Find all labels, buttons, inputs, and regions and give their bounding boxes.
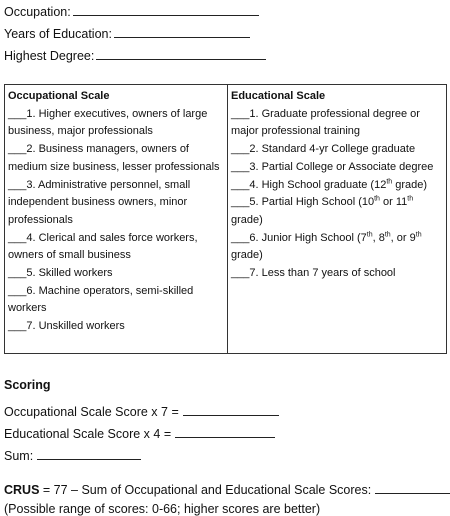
educational-item-4-end: grade): [392, 178, 428, 191]
occupational-scale-title: Occupational Scale: [8, 90, 110, 102]
scale-table: [4, 84, 447, 354]
sum-row: [4, 446, 141, 463]
sum-blank[interactable]: [37, 446, 141, 460]
occupational-scale-column: [8, 88, 224, 336]
years-education-label: Years of Education:: [4, 27, 112, 41]
educational-item-1: ___1. Graduate professional degree or major professional training: [231, 107, 420, 138]
occupational-item-2: ___2. Business managers, owners of medium size business, lesser professionals: [8, 143, 220, 173]
occupational-score-label: Occupational Scale Score x 7 =: [4, 405, 179, 419]
ordinal-suffix: th: [386, 177, 393, 185]
educational-item-2: ___2. Standard 4-yr College graduate: [231, 143, 416, 156]
years-education-field-row: [4, 24, 250, 41]
occupational-item-4: ___4. Clerical and sales force workers, owners of small business: [8, 231, 198, 262]
educational-item-5: [231, 194, 445, 229]
educational-score-blank[interactable]: [175, 424, 275, 438]
educational-item-6: [231, 230, 445, 265]
crus-label: CRUS: [4, 483, 40, 497]
ordinal-suffix: th: [374, 195, 380, 203]
educational-item-5-text: ___5. Partial High School (10: [231, 196, 375, 209]
educational-score-label: Educational Scale Score x 4 =: [4, 427, 172, 441]
educational-item-7: ___7. Less than 7 years of school: [231, 267, 396, 280]
educational-item-3: ___3. Partial College or Associate degree: [231, 160, 434, 173]
educational-item-6-text: ___6. Junior High School (7: [231, 231, 367, 244]
highest-degree-blank[interactable]: [96, 46, 266, 60]
occupation-label: Occupation:: [4, 5, 71, 19]
years-education-blank[interactable]: [114, 24, 250, 38]
score-range-note: (Possible range of scores: 0-66; higher scores are better): [4, 502, 321, 516]
highest-degree-label: Highest Degree:: [4, 49, 95, 63]
crus-blank[interactable]: [375, 480, 450, 494]
educational-item-6-mid1: , 8: [372, 231, 385, 244]
occupational-score-blank[interactable]: [183, 402, 279, 416]
crus-row: [4, 480, 450, 497]
occupational-item-3: ___3. Administrative personnel, small independent business owners, minor professionals: [8, 178, 191, 226]
educational-scale-title: Educational Scale: [231, 90, 326, 102]
occupational-item-1: ___1. Higher executives, owners of large business, major professionals: [8, 107, 208, 138]
occupation-blank[interactable]: [73, 2, 259, 16]
ordinal-suffix: th: [366, 230, 373, 238]
occupational-item-5: ___5. Skilled workers: [8, 267, 113, 280]
educational-item-6-mid2: , or 9: [390, 231, 416, 244]
occupational-score-row: [4, 402, 279, 419]
educational-score-row: [4, 424, 275, 441]
educational-item-5-end: grade): [231, 213, 263, 226]
occupational-item-7: ___7. Unskilled workers: [8, 320, 125, 333]
column-divider: [227, 85, 228, 353]
sum-label: Sum:: [4, 449, 34, 463]
ordinal-suffix: th: [384, 230, 391, 238]
highest-degree-field-row: [4, 46, 266, 63]
educational-item-6-end: grade): [231, 249, 263, 262]
ordinal-suffix: th: [407, 195, 414, 203]
occupation-field-row: [4, 2, 259, 19]
educational-scale-column: [231, 88, 445, 283]
educational-item-5-mid: or 11: [379, 196, 408, 209]
occupational-item-6: ___6. Machine operators, semi-skilled workers: [8, 284, 194, 315]
ordinal-suffix: th: [415, 230, 422, 238]
educational-item-4: [231, 177, 445, 195]
crus-text: = 77 – Sum of Occupational and Educational Scale Scores:: [39, 483, 372, 497]
educational-item-4-text: ___4. High School graduate (12: [231, 178, 387, 191]
scoring-title: Scoring: [4, 378, 51, 392]
